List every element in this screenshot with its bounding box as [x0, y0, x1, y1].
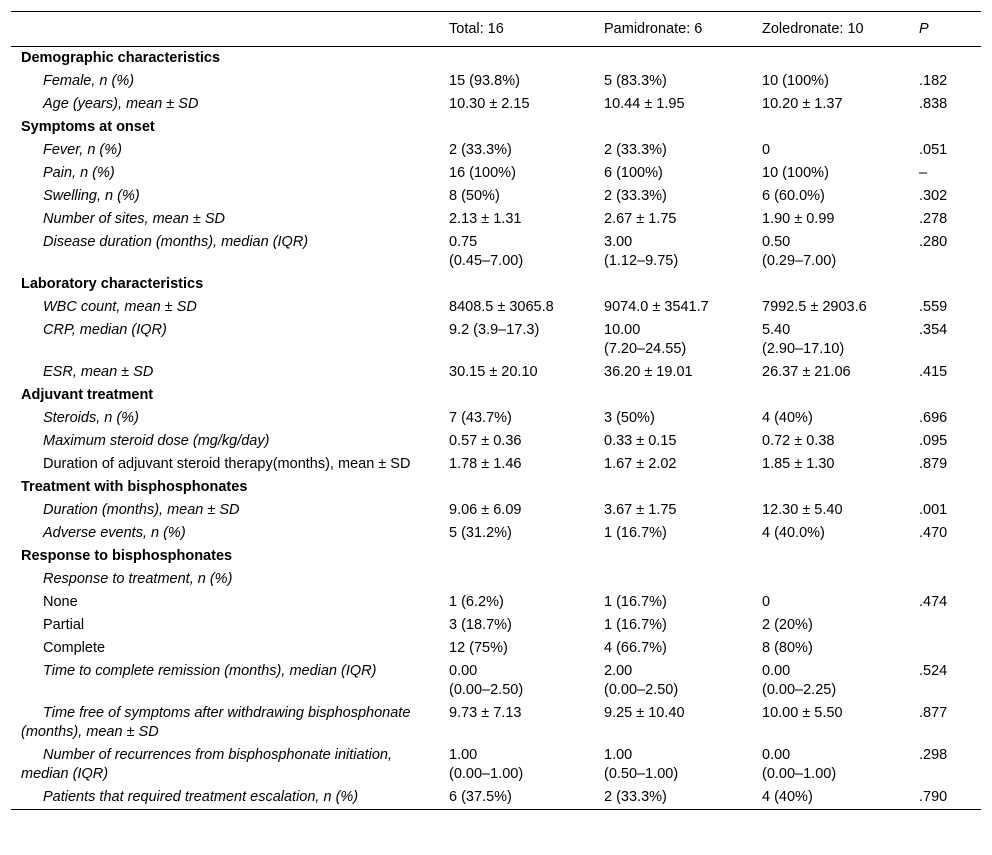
- cell-pamidronate: 0.33 ± 0.15: [604, 433, 677, 449]
- cell-total: 15 (93.8%): [449, 73, 520, 89]
- cell-zoledronate: 0: [762, 142, 771, 158]
- section-header-row: [11, 47, 981, 71]
- row-label: Maximum steroid dose (mg/kg/day): [43, 433, 270, 449]
- cell-pamidronate: 1.00 (0.50–1.00): [604, 747, 679, 782]
- cell-total: [439, 568, 594, 591]
- table-row: [11, 296, 981, 319]
- table-row: [11, 453, 981, 476]
- cell-pamidronate: 10.44 ± 1.95: [604, 96, 685, 112]
- cell-pamidronate: 4 (66.7%): [604, 640, 667, 656]
- cell-pamidronate: [594, 568, 752, 591]
- cell-zoledronate: 12.30 ± 5.40: [762, 502, 843, 518]
- cell-total: 6 (37.5%): [439, 786, 594, 810]
- cell-pamidronate: 2.00 (0.00–2.50): [604, 663, 679, 698]
- cell-p-value: .838: [919, 96, 948, 112]
- row-label: CRP, median (IQR): [43, 322, 167, 338]
- cell-zoledronate: 10.00 ± 5.50: [762, 705, 843, 721]
- table-row: [11, 162, 981, 185]
- section-header-row: [11, 273, 981, 296]
- header-pamidronate: Pamidronate: 6: [594, 12, 752, 47]
- header-p-value: P: [909, 12, 981, 47]
- cell-p-value: .877: [919, 705, 948, 721]
- section-header-row: [11, 384, 981, 407]
- section-title: Demographic characteristics: [21, 50, 221, 66]
- row-label: Duration (months), mean ± SD: [43, 502, 240, 518]
- cell-pamidronate: 2 (33.3%): [604, 188, 667, 204]
- row-label: Adverse events, n (%): [43, 525, 186, 541]
- cell-pamidronate: 5 (83.3%): [604, 73, 667, 89]
- header-zoledronate: Zoledronate: 10: [752, 12, 909, 47]
- table-row: [11, 208, 981, 231]
- row-label: None: [43, 594, 78, 610]
- section-header-row: [11, 116, 981, 139]
- row-label: Fever, n (%): [43, 142, 122, 158]
- table-row: [11, 591, 981, 614]
- table-row: [11, 660, 981, 702]
- cell-zoledronate: 0: [762, 594, 771, 610]
- table-row: [11, 93, 981, 116]
- table-row: [11, 361, 981, 384]
- cell-total: 30.15 ± 20.10: [449, 364, 538, 380]
- cell-zoledronate: 0.50 (0.29–7.00): [762, 234, 837, 269]
- header-blank: [11, 12, 439, 47]
- cell-total: 10.30 ± 2.15: [449, 96, 530, 112]
- cell-zoledronate: 0.00 (0.00–1.00): [762, 747, 837, 782]
- cell-zoledronate: 0.72 ± 0.38: [762, 433, 835, 449]
- cell-zoledronate: 1.85 ± 1.30: [762, 456, 835, 472]
- cell-pamidronate: 2.67 ± 1.75: [604, 211, 677, 227]
- cell-p-value: .298: [919, 747, 948, 763]
- cell-p-value: .415: [919, 364, 948, 380]
- cell-total: 8 (50%): [449, 188, 500, 204]
- cell-total: 5 (31.2%): [449, 525, 512, 541]
- row-label: Swelling, n (%): [43, 188, 140, 204]
- row-label: Duration of adjuvant steroid therapy(months), mean ± SD: [43, 456, 411, 472]
- cell-pamidronate: 1.67 ± 2.02: [604, 456, 677, 472]
- table-row: [11, 499, 981, 522]
- cell-p-value: .879: [919, 456, 948, 472]
- cell-zoledronate: 10 (100%): [762, 73, 829, 89]
- section-title: Laboratory characteristics: [21, 276, 204, 292]
- cell-total: 1.78 ± 1.46: [449, 456, 522, 472]
- cell-total: 9.73 ± 7.13: [449, 705, 522, 721]
- cell-p-value: .474: [919, 594, 948, 610]
- cell-p-value: [909, 614, 981, 637]
- section-header-row: [11, 545, 981, 568]
- row-label: Disease duration (months), median (IQR): [43, 234, 309, 250]
- cell-pamidronate: 1 (16.7%): [604, 594, 667, 610]
- cell-zoledronate: 1.90 ± 0.99: [762, 211, 835, 227]
- cell-p-value: .095: [919, 433, 948, 449]
- header-total: Total: 16: [439, 12, 594, 47]
- cell-zoledronate: 2 (20%): [762, 617, 813, 633]
- row-label: WBC count, mean ± SD: [43, 299, 197, 315]
- cell-zoledronate: 10.20 ± 1.37: [762, 96, 843, 112]
- row-label: Number of recurrences from bisphosphonate initiation, median (IQR): [21, 747, 392, 782]
- table-row: [11, 522, 981, 545]
- cell-zoledronate: 26.37 ± 21.06: [762, 364, 851, 380]
- cell-pamidronate: 1 (16.7%): [604, 525, 667, 541]
- cell-total: 0.57 ± 0.36: [449, 433, 522, 449]
- cell-pamidronate: 36.20 ± 19.01: [604, 364, 693, 380]
- cell-total: 3 (18.7%): [449, 617, 512, 633]
- cell-zoledronate: 7992.5 ± 2903.6: [762, 299, 867, 315]
- cell-p-value: [909, 637, 981, 660]
- cell-pamidronate: 3.67 ± 1.75: [604, 502, 677, 518]
- section-title: Treatment with bisphosphonates: [21, 479, 248, 495]
- cell-p-value: .696: [919, 410, 948, 426]
- cell-total: 1 (6.2%): [449, 594, 504, 610]
- row-label: Number of sites, mean ± SD: [43, 211, 226, 227]
- cell-total: 8408.5 ± 3065.8: [449, 299, 554, 315]
- cell-total: 12 (75%): [449, 640, 508, 656]
- row-label: Complete: [43, 640, 106, 656]
- section-title: Response to bisphosphonates: [21, 548, 233, 564]
- table-row: [11, 786, 981, 810]
- table-row: [11, 744, 981, 786]
- table-row: [11, 430, 981, 453]
- cell-pamidronate: 2 (33.3%): [594, 786, 752, 810]
- cell-p-value: .559: [919, 299, 948, 315]
- cell-zoledronate: 4 (40%): [752, 786, 909, 810]
- cell-p-value: .051: [919, 142, 948, 158]
- results-table: [11, 11, 981, 810]
- cell-zoledronate: 4 (40.0%): [762, 525, 825, 541]
- cell-pamidronate: 2 (33.3%): [604, 142, 667, 158]
- cell-p-value: .278: [919, 211, 948, 227]
- row-label: Pain, n (%): [43, 165, 115, 181]
- cell-p-value: .302: [919, 188, 948, 204]
- table-row: [11, 70, 981, 93]
- row-label: Response to treatment, n (%): [43, 571, 233, 587]
- cell-total: 2 (33.3%): [449, 142, 512, 158]
- table-row: [11, 614, 981, 637]
- table-row: [11, 185, 981, 208]
- cell-pamidronate: 9.25 ± 10.40: [604, 705, 685, 721]
- cell-zoledronate: [752, 568, 909, 591]
- row-label: Time to complete remission (months), median (IQR): [43, 663, 377, 679]
- table-row: [11, 139, 981, 162]
- cell-p-value: .470: [919, 525, 948, 541]
- cell-zoledronate: 10 (100%): [762, 165, 829, 181]
- cell-total: 0.00 (0.00–2.50): [449, 663, 524, 698]
- row-label: Female, n (%): [43, 73, 135, 89]
- row-label: Age (years), mean ± SD: [43, 96, 199, 112]
- cell-total: 16 (100%): [449, 165, 516, 181]
- cell-p-value: .354: [919, 322, 948, 338]
- cell-zoledronate: 4 (40%): [762, 410, 813, 426]
- row-label: Time free of symptoms after withdrawing bisphosphonate (months), mean ± SD: [21, 705, 411, 740]
- section-header-row: [11, 476, 981, 499]
- table-row: [11, 637, 981, 660]
- cell-total: 9.06 ± 6.09: [449, 502, 522, 518]
- table-row: [11, 319, 981, 361]
- cell-p-value: [909, 568, 981, 591]
- table-header-row: [11, 12, 981, 47]
- cell-total: 7 (43.7%): [449, 410, 512, 426]
- table-row: [11, 407, 981, 430]
- cell-total: 2.13 ± 1.31: [449, 211, 522, 227]
- cell-zoledronate: 5.40 (2.90–17.10): [762, 322, 845, 357]
- section-title: Symptoms at onset: [21, 119, 155, 135]
- cell-pamidronate: 6 (100%): [604, 165, 663, 181]
- cell-zoledronate: 0.00 (0.00–2.25): [762, 663, 837, 698]
- cell-zoledronate: 6 (60.0%): [762, 188, 825, 204]
- cell-pamidronate: 3 (50%): [604, 410, 655, 426]
- row-label: Patients that required treatment escalation, n (%): [11, 786, 439, 810]
- cell-p-value: .001: [919, 502, 948, 518]
- cell-pamidronate: 3.00 (1.12–9.75): [604, 234, 679, 269]
- cell-total: 0.75 (0.45–7.00): [449, 234, 524, 269]
- cell-p-value: .280: [919, 234, 948, 250]
- cell-p-value: –: [919, 165, 928, 181]
- table-row: [11, 231, 981, 273]
- row-label: Partial: [43, 617, 85, 633]
- row-label: ESR, mean ± SD: [43, 364, 154, 380]
- cell-pamidronate: 10.00 (7.20–24.55): [604, 322, 687, 357]
- row-label: Steroids, n (%): [43, 410, 139, 426]
- cell-pamidronate: 1 (16.7%): [604, 617, 667, 633]
- cell-p-value: .790: [909, 786, 981, 810]
- cell-p-value: .524: [919, 663, 948, 679]
- cell-pamidronate: 9074.0 ± 3541.7: [604, 299, 709, 315]
- table-row: [11, 568, 981, 591]
- cell-total: 9.2 (3.9–17.3): [449, 322, 540, 338]
- section-title: Adjuvant treatment: [21, 387, 154, 403]
- table-row: [11, 702, 981, 744]
- cell-p-value: .182: [919, 73, 948, 89]
- cell-zoledronate: 8 (80%): [762, 640, 813, 656]
- table-body: [11, 47, 981, 810]
- cell-total: 1.00 (0.00–1.00): [449, 747, 524, 782]
